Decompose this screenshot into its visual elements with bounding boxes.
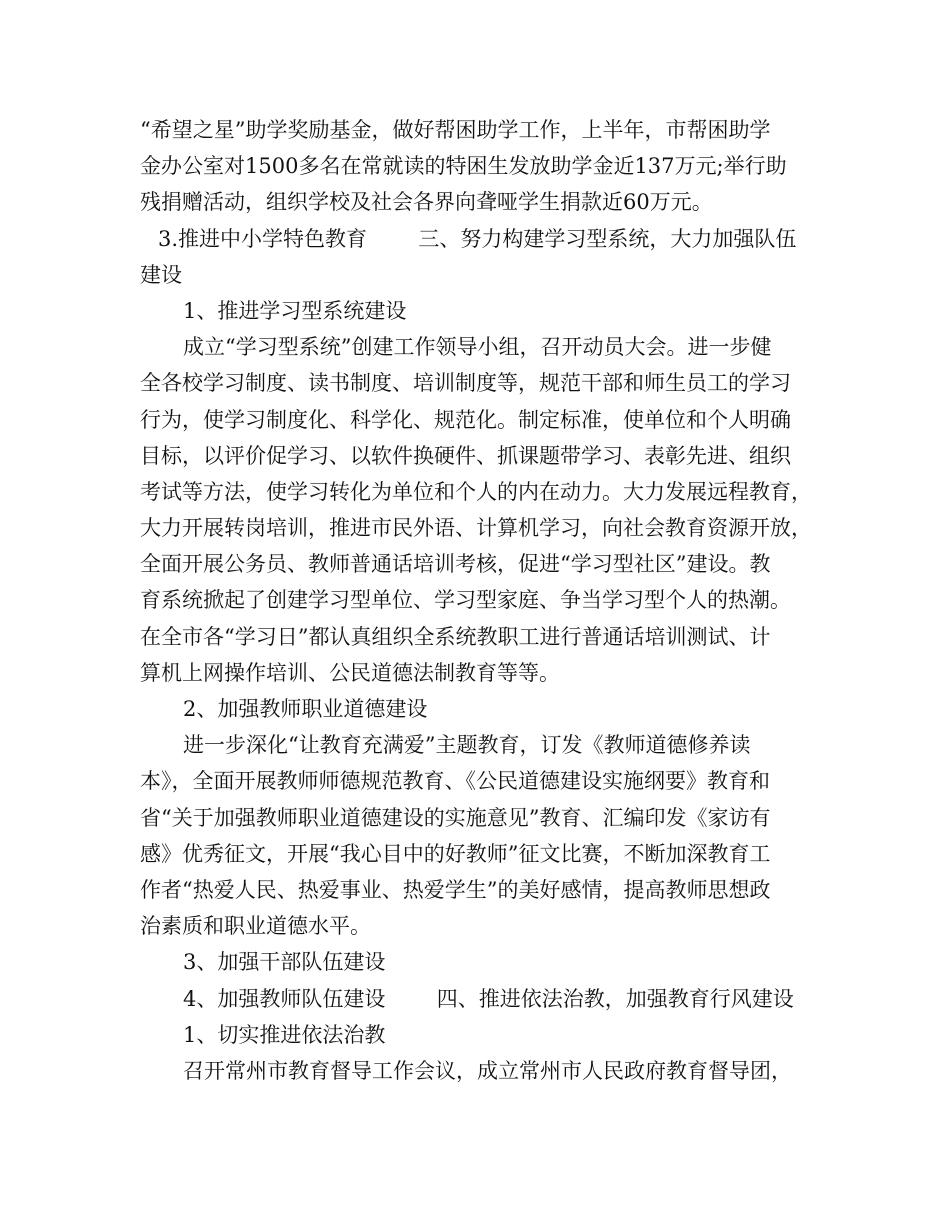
paragraph-line: 行为，使学习制度化、科学化、规范化。制定标准，使单位和个人明确	[140, 407, 791, 432]
paragraph-line: 成立“学习型系统”创建工作领导小组，召开动员大会。进一步健	[183, 335, 772, 360]
paragraph-line: 目标，以评价促学习、以软件换硬件、抓课题带学习、表彰先进、组织	[140, 443, 791, 468]
mixed-heading-line	[140, 981, 820, 1017]
paragraph-line: “希望之星”助学奖励基金，做好帮困助学工作，上半年，市帮困助学	[140, 118, 771, 142]
subheading-3-special-education: 3.推进中小学特色教育	[158, 226, 368, 251]
paragraph-line: 算机上网操作培训、公民道德法制教育等等。	[140, 660, 560, 685]
paragraph-line: 召开常州市教育督导工作会议，成立常州市人民政府教育督导团，	[183, 1058, 792, 1083]
paragraph-line: 残捐赠活动，组织学校及社会各界向聋哑学生捐款近60万元。	[140, 190, 713, 215]
paragraph-line: 育系统掀起了创建学习型单位、学习型家庭、争当学习型个人的热潮。	[140, 588, 791, 613]
paragraph-line: 治素质和职业道德水平。	[140, 914, 371, 939]
document-body	[140, 112, 820, 1089]
paragraph-line: 考试等方法，使学习转化为单位和个人的内在动力。大力发展远程教育，	[140, 479, 812, 504]
paragraph-line: 进一步深化“让教育充满爱”主题教育，订发《教师道德修养读	[183, 733, 751, 758]
paragraph-line: 大力开展转岗培训，推进市民外语、计算机学习，向社会教育资源开放，	[140, 516, 812, 541]
paragraph-line: 全面开展公务员、教师普通话培训考核，促进“学习型社区”建设。教	[140, 552, 771, 577]
paragraph-line: 在全市各“学习日”都认真组织全系统教职工进行普通话培训测试、计	[140, 624, 771, 649]
subheading-learning-system: 1、推进学习型系统建设	[183, 298, 407, 323]
paragraph-line: 本》，全面开展教师师德规范教育、《公民道德建设实施纲要》教育和	[140, 769, 770, 794]
paragraph-line: 感》优秀征文，开展“我心目中的好教师”征文比赛，不断加深教育工	[140, 841, 771, 866]
subheading-teacher-ethics: 2、加强教师职业道德建设	[183, 697, 428, 721]
paragraph-line: 省“关于加强教师职业道德建设的实施意见”教育、汇编印发《家访有	[140, 805, 771, 830]
section-heading-3-continuation: 建设	[140, 262, 182, 287]
subheading-rule-of-law: 1、切实推进依法治教	[183, 1022, 386, 1047]
section-heading-4-rule-of-law: 四、推进依法治教，加强教育行风建设	[436, 986, 794, 1011]
section-heading-3-learning-system: 三、努力构建学习型系统，大力加强队伍	[418, 226, 797, 251]
paragraph-line: 作者“热爱人民、热爱事业、热爱学生”的美好感情，提高教师思想政	[140, 877, 771, 902]
subheading-teacher-team: 4、加强教师队伍建设	[183, 986, 386, 1011]
paragraph-line: 金办公室对1500多名在常就读的特困生发放助学金近137万元;举行助	[140, 154, 787, 179]
mixed-heading-line	[140, 221, 820, 257]
subheading-cadre-team: 3、加强干部队伍建设	[183, 950, 386, 975]
paragraph-line: 全各校学习制度、读书制度、培训制度等，规范干部和师生员工的学习	[140, 371, 791, 396]
